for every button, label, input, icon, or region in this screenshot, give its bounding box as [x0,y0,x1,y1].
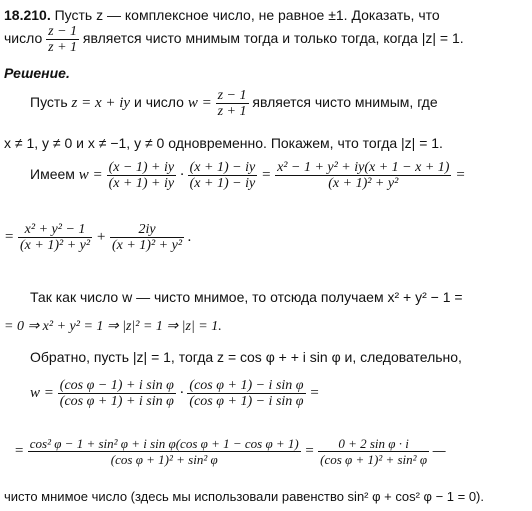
s9-fraction-1 [28,436,301,467]
s3-f1-den: (x + 1) + iy [108,176,175,191]
fraction-denominator: z + 1 [48,40,78,55]
solution-heading: Решение. [4,65,70,81]
s9-f2-den: (cos φ + 1)² + sin² φ [320,452,428,467]
s9-eq: = [14,442,25,459]
s8-f2-den: (cos φ + 1) − i sin φ [189,394,304,409]
s4-end: . [187,229,192,246]
s1-fraction [216,88,249,119]
s3-f2-den: (x + 1) − iy [189,176,256,191]
s3-eq: = [261,167,272,184]
s8-w: w = [30,385,54,402]
s3-tail: = [455,167,466,184]
s3-fraction-1 [107,160,177,191]
s3-fraction-2 [188,160,258,191]
problem-line2-post: является чисто мнимым тогда и только тогда, когда |z| = 1. [82,30,464,47]
problem-fraction [46,24,79,55]
s1-w: w = [187,95,212,112]
s4-eq: = [4,229,15,246]
fraction-numerator: z − 1 [48,24,78,39]
s4-plus: + [95,229,107,246]
s4-fraction-2 [110,222,184,253]
problem-line-2 [4,24,464,55]
s1-pre: Пусть [30,94,68,111]
solution-line-2: x ≠ 1, y ≠ 0 и x ≠ −1, y ≠ 0 одновременно. Покажем, что тогда |z| = 1. [4,135,443,151]
s3-f3-den: (x + 1)² + y² [275,175,451,191]
solution-line-8 [30,378,320,409]
s8-f2-num: (cos φ + 1) − i sin φ [189,378,304,393]
s1-numerator: z − 1 [217,88,247,103]
s9-f2-num: 0 + 2 sin φ · i [338,436,409,451]
solution-line-6: = 0 ⇒ x² + y² = 1 ⇒ |z|² = 1 ⇒ |z| = 1. [4,319,222,334]
solution-line-10: чисто мнимое число (здесь мы использовали равенство sin² φ + cos² φ − 1 = 0). [4,489,484,504]
solution-line-1 [30,88,438,119]
s3-f3-num: x² − 1 + y² + iy(x + 1 − x + 1) [277,160,450,175]
s8-f1-num: (cos φ − 1) + i sin φ [59,378,174,393]
s3-dot: · [180,167,184,184]
s3-w: w = [78,167,103,184]
problem-line-1 [4,6,440,24]
solution-line-7: Обратно, пусть |z| = 1, тогда z = cos φ + + i sin φ и, следовательно, [30,349,462,365]
s3-fraction-3 [275,160,451,191]
s4-f1-num: x² + y² − 1 [24,222,86,237]
s1-post: является чисто мнимым, где [252,94,438,111]
s3-f2-num: (x + 1) − iy [189,160,256,175]
problem-number: 18.210. [4,7,51,23]
solution-line-5: Так как число w — чисто мнимое, то отсюда получаем x² + y² − 1 = [30,289,463,305]
s8-fraction-1 [58,378,176,409]
s8-dot: · [179,385,184,402]
s4-f1-den: (x + 1)² + y² [20,238,91,253]
solution-line-9 [14,436,446,467]
s8-eq: = [309,385,320,402]
s3-f1-num: (x − 1) + iy [108,160,175,175]
s9-fraction-2 [318,436,429,467]
s4-f2-den: (x + 1)² + y² [111,238,183,253]
solution-line-3 [30,160,465,191]
problem-line2-pre: число [4,30,43,47]
s4-f2-num: 2iy [138,222,156,237]
s9-f1-num: cos² φ − 1 + sin² φ + i sin φ(cos φ + 1 − cos φ + 1) [29,436,299,451]
s8-fraction-2 [187,378,305,409]
s8-f1-den: (cos φ + 1) + i sin φ [59,394,174,409]
s4-fraction-1 [18,222,92,253]
s1-denominator: z + 1 [217,104,247,119]
s9-eq2: = [304,442,315,459]
s1-mid: и число [133,94,184,111]
problem-statement: Пусть z — комплексное число, не равное ±1. Доказать, что [54,7,440,23]
s1-expr: z = x + iy [71,95,131,112]
s9-f1-den: (cos φ + 1)² + sin² φ [28,451,301,467]
solution-line-4 [4,222,192,253]
s3-pre: Имеем [30,166,75,183]
s9-dash: — [432,442,446,458]
